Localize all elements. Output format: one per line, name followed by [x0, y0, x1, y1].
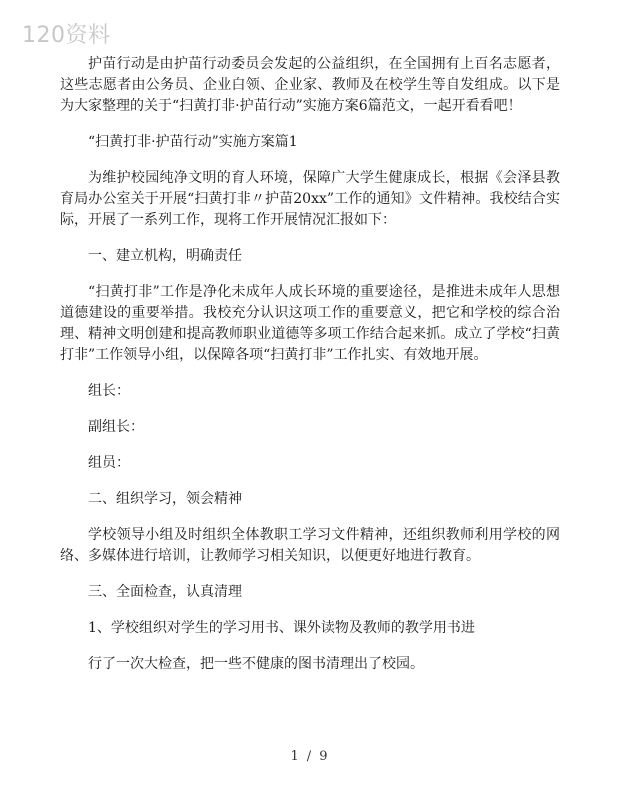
- watermark-logo: 120资料: [22, 23, 111, 48]
- current-page: 1: [290, 749, 299, 764]
- deputy-leader-label: 副组长：: [88, 419, 144, 435]
- page-separator: /: [306, 749, 312, 764]
- body-paragraph: 学校领导小组及时组织全体教职工学习文件精神，还组织教师利用学校的网络、多媒体进行培训，让教师学习相关知识，以便更好地进行教育。: [60, 527, 560, 564]
- body-paragraph: “扫黄打非”工作是净化未成年人成长环境的重要途径，是推进未成年人思想道德建设的重要举措。我校充分认识这项工作的重要意义，把它和学校的综合治理、精神文明创建和提高教师职业道德等多项工作结合起来抓。成立了学校“扫黄打非”工作领导小组，以保障各项“扫黄打非”工作扎实、有效地开展。: [60, 284, 560, 363]
- leader-label: 组长：: [88, 383, 130, 399]
- section-title: “扫黄打非·护苗行动”实施方案篇1: [88, 134, 298, 150]
- intro-paragraph: 护苗行动是由护苗行动委员会发起的公益组织，在全国拥有上百名志愿者，这些志愿者由公务员、企业白领、企业家、教师及在校学生等自发组成。以下是为大家整理的关于“扫黄打非·护苗行动”实施方案6篇范文，一起开看看吧！: [60, 56, 560, 114]
- list-item: 1、学校组织对学生的学习用书、课外读物及教师的教学用书进: [88, 620, 475, 636]
- heading-2: 二、组织学习，领会精神: [88, 491, 242, 507]
- document-body: [60, 54, 560, 675]
- heading-3: 三、全面检查，认真清理: [88, 584, 242, 600]
- page-number: [0, 749, 618, 764]
- members-label: 组员：: [88, 455, 130, 471]
- list-item-continuation: 行了一次大检查，把一些不健康的图书清理出了校园。: [88, 656, 424, 672]
- body-paragraph: 为维护校园纯净文明的育人环境，保障广大学生健康成长，根据《会泽县教育局办公室关于开展“扫黄打非〃护苗20xx”工作的通知》文件精神。我校结合实际，开展了一系列工作，现将工作开展情况汇报如下：: [60, 170, 560, 228]
- total-pages: 9: [319, 749, 328, 764]
- heading-1: 一、建立机构，明确责任: [88, 248, 242, 264]
